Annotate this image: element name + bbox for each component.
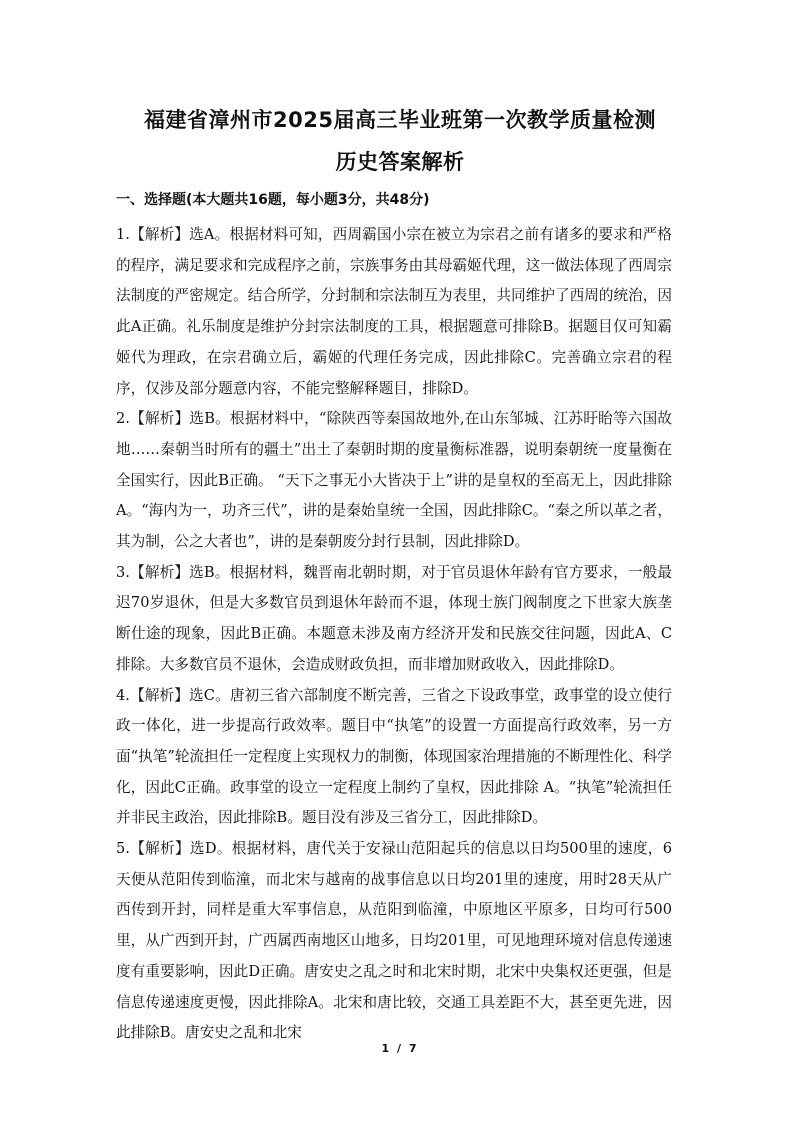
answer-text: 选B。根据材料中，“除陕西等秦国故地外,在山东邹城、江苏盱眙等六国故地……秦朝当时所有的疆土”出土了秦朝时期的度量衡标准器，说明秦朝统一度量衡在全国实行，因此B正确。 “天下之事无小大皆决于上”讲的是皇权的至高无上，因此排除A。“海内为一，功齐三代”，讲的是秦始皇统一全国，因此排除C。“秦之所以革之者，其为制，公之大者也”，讲的是秦朝废分封行县制，因此排除D。 <box>116 410 672 551</box>
document-title: 福建省漳州市2025届高三毕业班第一次教学质量检测 <box>144 108 656 132</box>
answer-item-5 <box>116 834 672 1049</box>
answer-item-4 <box>116 681 672 835</box>
answer-text: 选B。根据材料，魏晋南北朝时期，对于官员退休年龄有官方要求，一般最迟70岁退休，但是大多数官员到退休年龄而不退，体现士族门阀制度之下世家大族垄断仕途的现象，因此B正确。本题意未涉及南方经济开发和民族交往问题，因此A、C排除。大多数官员不退休，会造成财政负担，而非增加财政收入，因此排除D。 <box>116 563 672 673</box>
answer-text: 选D。根据材料，唐代关于安禄山范阳起兵的信息以日均500里的速度，6天便从范阳传到临潼，而北宋与越南的战事信息以日均201里的速度，用时28天从广西传到开封，同样是重大军事信息，从范阳到临潼，中原地区平原多，日均可行500里，从广西到开封，广西属西南地区山地多，日均201里，可见地理环境对信息传递速度有重要影响，因此D正确。唐安史之乱之时和北宋时期，北宋中央集权还更强，但是信息传递速度更慢，因此排除A。北宋和唐比较，交通工具差距不大，甚至更先进，因此排除B。唐安史之乱和北宋 <box>116 840 672 1042</box>
answer-label: 3.【解析】 <box>116 563 190 581</box>
answer-item-3 <box>116 558 672 681</box>
answer-label: 5.【解析】 <box>116 840 190 858</box>
page-number: 1 / 7 <box>381 1042 419 1055</box>
answer-text: 选A。根据材料可知，西周霸国小宗在被立为宗君之前有诸多的要求和严格的程序，满足要求和完成程序之前，宗族事务由其母霸姬代理，这一做法体现了西周宗法制度的严密规定。结合所学，分封制和宗法制互为表里，共同维护了西周的统治，因此A正确。礼乐制度是维护分封宗法制度的工具，根据题意可排除B。据题目仅可知霸姬代为理政，在宗君确立后，霸姬的代理任务完成，因此排除C。完善确立宗君的程序，仅涉及部分题意内容，不能完整解释题目，排除D。 <box>116 226 672 397</box>
answer-list <box>116 220 672 1049</box>
answer-item-1 <box>116 220 672 404</box>
answer-label: 2.【解析】 <box>116 410 190 428</box>
answer-text: 选C。唐初三省六部制度不断完善，三省之下设政事堂，政事堂的设立使行政一体化，进一步提高行政效率。题目中“执笔”的设置一方面提高行政效率，另一方面“执笔”轮流担任一定程度上实现权力的制衡，体现国家治理措施的不断理性化、科学化，因此C正确。政事堂的设立一定程度上制约了皇权，因此排除 A。“执笔”轮流担任并非民主政治，因此排除B。题目没有涉及三省分工，因此排除D。 <box>116 686 672 827</box>
document-subtitle: 历史答案解析 <box>335 150 465 174</box>
answer-item-2 <box>116 404 672 558</box>
section-heading: 一、选择题(本大题共16题，每小题3分，共48分) <box>116 192 430 208</box>
answer-label: 1.【解析】 <box>116 226 190 243</box>
answer-label: 4.【解析】 <box>116 686 190 704</box>
